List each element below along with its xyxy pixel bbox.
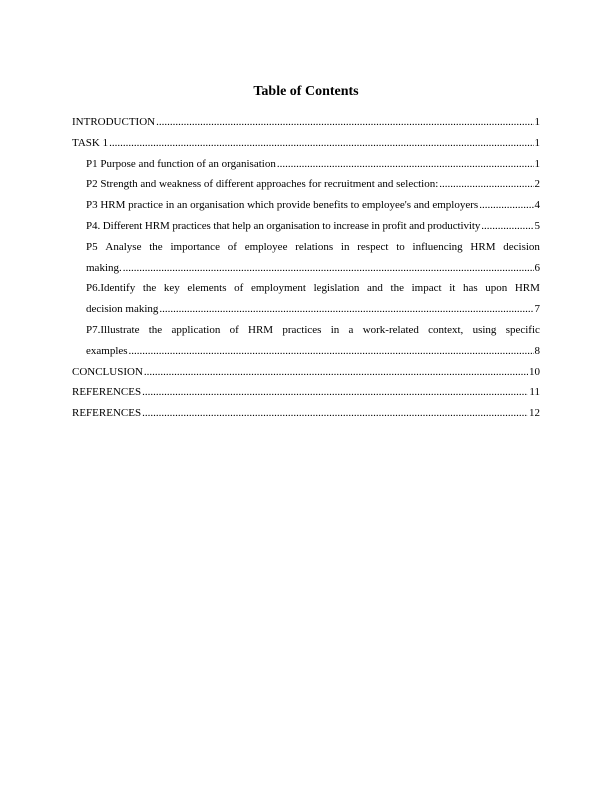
toc-word: HRM [514,282,540,295]
toc-leader-dots [481,216,533,237]
toc-word: legislation [313,282,360,295]
toc-entry-label: INTRODUCTION [72,116,156,128]
toc-leader-dots [142,382,528,403]
toc-word: upon [485,282,508,295]
toc-word: and [367,282,383,295]
toc-entry-label: REFERENCES [72,386,142,399]
toc-entry-label-line1 [86,237,540,258]
toc-word: a [348,323,354,336]
toc-leader-dots [439,174,533,195]
toc-leader-dots [142,403,528,424]
toc-word: has [462,282,478,295]
toc-entry-page: 6 [534,261,540,274]
toc-entry-label: P2 Strength and weakness of different approaches for recruitment and selection: [86,178,439,191]
toc-word: P6.Identify [86,282,136,295]
toc-entry-p1[interactable] [72,154,540,175]
toc-word: work-related [362,323,419,336]
toc-leader-dots [123,258,534,279]
toc-word: using [472,323,497,336]
toc-entry-label-line1 [86,320,540,341]
toc-word: P5 [86,240,98,253]
toc-word: employee [244,240,288,253]
toc-entry-label: P4. Different HRM practices that help an organisation to increase in profit and productivity [86,219,481,232]
toc-word: relations [295,240,334,253]
toc-word: elements [187,282,227,295]
toc-word: practices [282,323,322,336]
toc-entry-page: 1 [534,116,540,128]
toc-leader-dots [156,112,533,133]
toc-entry-label: TASK 1 [72,136,109,149]
toc-entry-page: 12 [529,407,540,420]
toc-leader-dots [144,362,528,383]
toc-entry-references[interactable] [72,382,540,403]
toc-entry-p4[interactable] [72,216,540,237]
toc-entry-page: 4 [534,199,540,212]
toc-entry-label: P3 HRM practice in an organisation which provide benefits to employee's and employers [86,199,479,212]
toc-entry-page: 10 [529,365,540,378]
toc-word: the [142,282,157,295]
toc-word: the [149,240,163,253]
toc-leader-dots [479,195,533,216]
toc-entry-label: REFERENCES [72,407,142,420]
toc-entry-page: 2 [534,178,540,191]
toc-word: Analyse [105,240,142,253]
toc-entry-page: 5 [534,219,540,232]
toc-word: in [340,240,350,253]
toc-word: of [229,323,239,336]
toc-word: application [171,323,221,336]
toc-entry-references-2[interactable] [72,403,540,424]
toc-word: of [227,240,237,253]
toc-word: specific [505,323,540,336]
toc-entry-label-line2: examples [86,344,128,357]
toc-word: importance [170,240,220,253]
toc-word: the [148,323,163,336]
toc-entry-page: 1 [534,136,540,149]
toc-word: HRM [470,240,496,253]
toc-entry-p6[interactable] [72,278,540,320]
toc-word: it [449,282,456,295]
toc-leader-dots [109,133,533,154]
toc-word: of [234,282,244,295]
toc-entry-page: 8 [534,344,540,357]
toc-word: HRM [248,323,274,336]
toc-entry-p5[interactable] [72,237,540,279]
toc-word: key [163,282,180,295]
toc-entry-page: 7 [534,303,540,316]
toc-leader-dots [129,341,534,362]
toc-word: impact [411,282,442,295]
toc-word: in [330,323,340,336]
toc-entry-label: P1 Purpose and function of an organisation [86,157,276,170]
toc-entry-label: CONCLUSION [72,365,143,378]
toc-word: decision [503,240,540,253]
toc-leader-dots [159,299,533,320]
toc-word: respect [357,240,389,253]
toc-entry-label-line1 [86,278,540,299]
toc-entry-introduction[interactable] [72,112,540,133]
table-of-contents [72,112,540,424]
toc-entry-p3[interactable] [72,195,540,216]
toc-entry-label-line2: making. [86,261,122,274]
toc-title: Table of Contents [253,84,359,99]
toc-word: employment [250,282,306,295]
toc-entry-p7[interactable] [72,320,540,362]
toc-entry-task-1[interactable] [72,133,540,154]
toc-word: the [390,282,404,295]
toc-word: context, [428,323,464,336]
toc-entry-conclusion[interactable] [72,362,540,383]
toc-word: P7.Illustrate [86,323,140,336]
toc-word: to [396,240,405,253]
toc-entry-label-line2: decision making [86,303,159,316]
toc-entry-page: 11 [529,386,540,399]
toc-entry-p2[interactable] [72,174,540,195]
toc-word: influencing [412,240,463,253]
toc-leader-dots [277,154,534,175]
toc-entry-page: 1 [534,157,540,170]
